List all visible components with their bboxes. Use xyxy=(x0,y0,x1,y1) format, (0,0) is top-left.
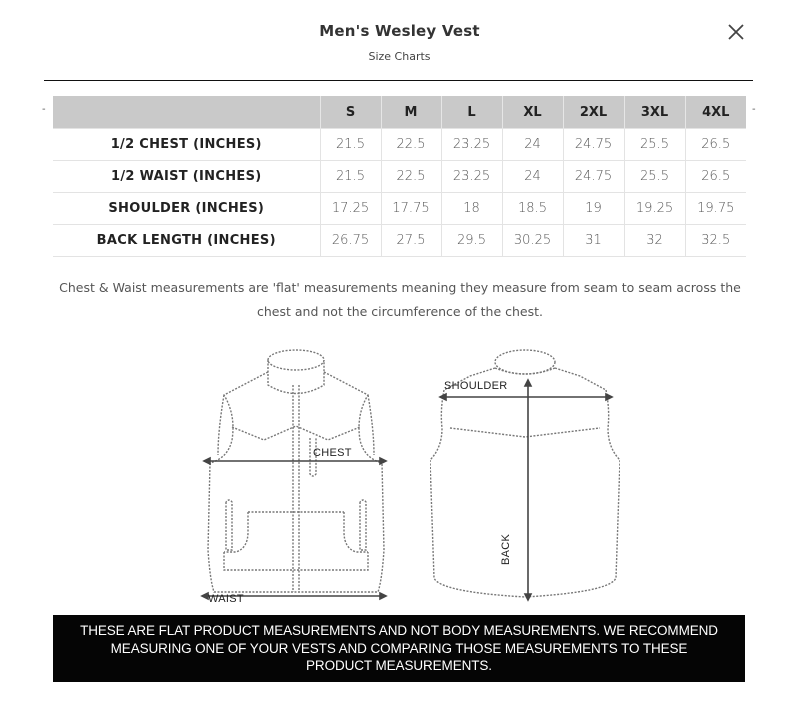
header-divider xyxy=(44,80,753,81)
table-cell: 19.75 xyxy=(685,193,746,225)
table-cell: 32.5 xyxy=(685,225,746,257)
table-cell: 17.25 xyxy=(320,193,381,225)
page-subtitle: Size Charts xyxy=(368,50,431,63)
side-mark-left: - xyxy=(42,104,46,115)
column-header-label xyxy=(53,96,320,129)
row-label: SHOULDER (INCHES) xyxy=(53,193,320,225)
page-title: Men's Wesley Vest xyxy=(319,22,480,40)
table-cell: 24 xyxy=(502,161,563,193)
table-cell: 26.75 xyxy=(320,225,381,257)
table-cell: 26.5 xyxy=(685,161,746,193)
table-cell: 19 xyxy=(563,193,624,225)
table-cell: 21.5 xyxy=(320,161,381,193)
waist-label: WAIST xyxy=(208,593,244,605)
back-label: BACK xyxy=(500,533,512,565)
size-chart-table xyxy=(53,96,746,257)
row-label: BACK LENGTH (INCHES) xyxy=(53,225,320,257)
vest-front-icon xyxy=(196,340,396,615)
table-cell: 30.25 xyxy=(502,225,563,257)
table-cell: 22.5 xyxy=(381,129,441,161)
table-cell: 21.5 xyxy=(320,129,381,161)
table-cell: 27.5 xyxy=(381,225,441,257)
measurement-note: Chest & Waist measurements are 'flat' measurements meaning they measure from seam to seam across the chest and not the circumference of the chest. xyxy=(59,280,741,319)
table-cell: 24.75 xyxy=(563,161,624,193)
banner-text: THESE ARE FLAT PRODUCT MEASUREMENTS AND NOT BODY MEASUREMENTS. WE RECOMMEND MEASURING ONE OF YOUR VESTS AND COMPARING THOSE MEASUREMENTS TO THESE PRODUCT MEASUREMENTS. xyxy=(80,623,718,674)
flat-measurement-banner xyxy=(53,615,745,682)
front-vest-diagram xyxy=(196,340,396,615)
column-header-4xl: 4XL xyxy=(685,96,746,129)
column-header-2xl: 2XL xyxy=(563,96,624,129)
shoulder-label: SHOULDER xyxy=(444,380,508,392)
column-header-m: M xyxy=(381,96,441,129)
chest-label: CHEST xyxy=(313,447,352,459)
table-cell: 22.5 xyxy=(381,161,441,193)
table-cell: 24.75 xyxy=(563,129,624,161)
table-cell: 23.25 xyxy=(441,161,502,193)
close-button[interactable] xyxy=(724,20,748,44)
side-mark-right: - xyxy=(752,104,756,115)
table-cell: 19.25 xyxy=(624,193,685,225)
table-row-back-length xyxy=(53,225,746,257)
table-row-chest xyxy=(53,129,746,161)
table-cell: 25.5 xyxy=(624,129,685,161)
table-header-row xyxy=(53,96,746,129)
table-cell: 23.25 xyxy=(441,129,502,161)
table-row-shoulder xyxy=(53,193,746,225)
table-row-waist xyxy=(53,161,746,193)
table-cell: 26.5 xyxy=(685,129,746,161)
column-header-s: S xyxy=(320,96,381,129)
column-header-xl: XL xyxy=(502,96,563,129)
row-label: 1/2 WAIST (INCHES) xyxy=(53,161,320,193)
close-icon xyxy=(724,20,748,44)
table-cell: 25.5 xyxy=(624,161,685,193)
table-cell: 24 xyxy=(502,129,563,161)
row-label: 1/2 CHEST (INCHES) xyxy=(53,129,320,161)
table-cell: 18 xyxy=(441,193,502,225)
table-cell: 18.5 xyxy=(502,193,563,225)
table-cell: 31 xyxy=(563,225,624,257)
table-cell: 32 xyxy=(624,225,685,257)
table-cell: 17.75 xyxy=(381,193,441,225)
table-cell: 29.5 xyxy=(441,225,502,257)
column-header-3xl: 3XL xyxy=(624,96,685,129)
column-header-l: L xyxy=(441,96,502,129)
